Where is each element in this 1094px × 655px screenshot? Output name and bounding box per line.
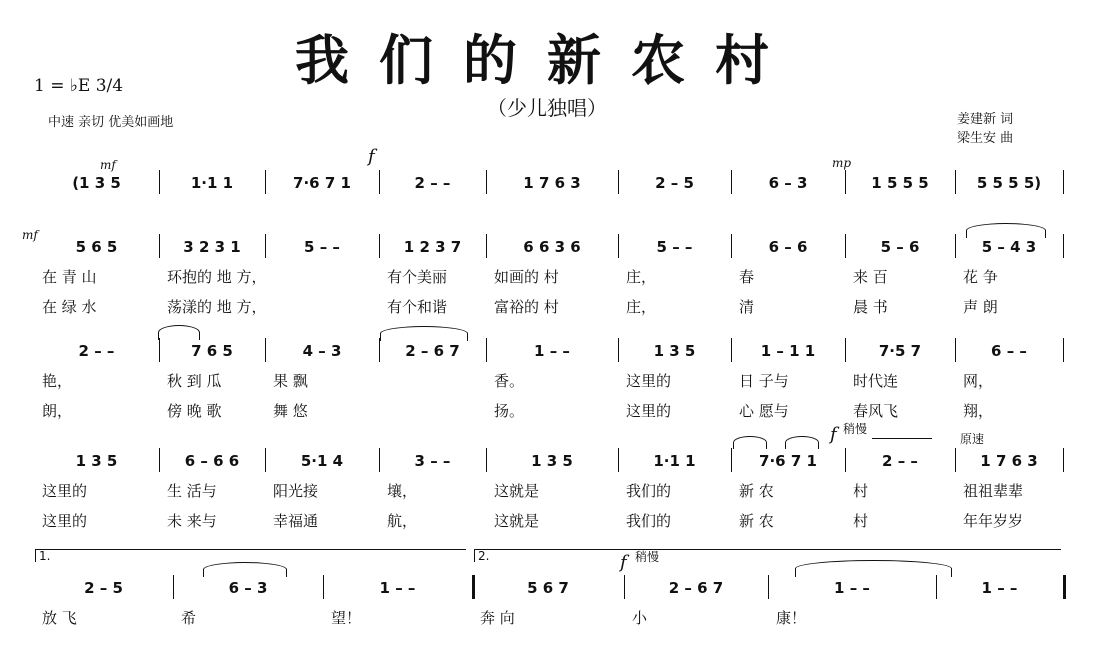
measure: 2 – 5 <box>84 579 123 597</box>
lyric-text: 如画的 村 <box>494 268 559 286</box>
lyric-text: 这里的 <box>626 402 672 420</box>
barline <box>265 338 266 362</box>
lyric-text: 荡漾的 地 方， <box>167 298 267 316</box>
barline <box>768 575 769 599</box>
lyric-text: 庄， <box>626 268 657 286</box>
barline <box>1063 338 1064 362</box>
barline <box>955 338 956 362</box>
measure: 1·1 1 <box>190 174 234 192</box>
decrescendo-line <box>872 438 932 439</box>
barline <box>379 448 380 472</box>
measure: 6 6 3 6 <box>523 238 581 256</box>
measure: 6 – – <box>991 342 1027 360</box>
lyric-text: 我们的 <box>626 482 672 500</box>
notation-row <box>20 172 1074 194</box>
measure: 1·1 1 <box>653 452 696 470</box>
song-title: 我们的新农村 <box>295 28 799 92</box>
measure: 1 – – <box>379 579 416 597</box>
lyric-text: 新 农 <box>739 512 774 530</box>
measure: 1 – 1 1 <box>760 342 816 360</box>
measure: 2 – – <box>882 452 918 470</box>
lyric-text: 艳， <box>42 372 73 390</box>
lyric-text: 在 绿 水 <box>42 298 97 316</box>
lyric-text: 这里的 <box>626 372 672 390</box>
dynamic-f: f <box>830 424 837 445</box>
lyric-line <box>20 607 1074 627</box>
notation-row <box>20 577 1074 599</box>
measure: 1 3 5 <box>653 342 696 360</box>
lyric-text: 朗， <box>42 402 73 420</box>
barline <box>323 575 324 599</box>
lyric-text: 扬。 <box>494 402 525 420</box>
barline <box>731 170 732 194</box>
lyric-line <box>20 480 1074 500</box>
measure: 1 7 6 3 <box>523 174 581 192</box>
lyric-text: 村 <box>853 482 869 500</box>
lyric-text: 花 争 <box>963 268 998 286</box>
lyric-text: 年年岁岁 <box>963 512 1024 530</box>
measure: 1 2 3 7 <box>403 238 462 256</box>
barline <box>936 575 937 599</box>
barline <box>159 234 160 258</box>
tie-arc <box>795 560 952 577</box>
notation-row <box>20 340 1074 362</box>
lyric-text: 奔 向 <box>480 609 515 627</box>
lyric-text: 村 <box>853 512 869 530</box>
lyric-text: 春风飞 <box>853 402 899 420</box>
lyric-line <box>20 296 1074 316</box>
measure: 2 – – <box>78 342 115 360</box>
barline <box>618 448 619 472</box>
measure: 1 – – <box>534 342 570 360</box>
measure: 1 – – <box>834 579 870 597</box>
measure: 6 – 3 <box>228 579 268 597</box>
barline <box>1063 234 1064 258</box>
measure: 2 – 6 7 <box>405 342 460 360</box>
lyric-text: 我们的 <box>626 512 672 530</box>
measure: 5 – 6 <box>880 238 920 256</box>
lyric-line <box>20 370 1074 390</box>
lyric-text: 壤， <box>387 482 418 500</box>
lyric-text: 环抱的 地 方， <box>167 268 267 286</box>
measure: 7·6 7 1 <box>293 174 351 192</box>
dynamic-f: f <box>368 146 375 167</box>
barline <box>955 448 956 472</box>
barline <box>845 448 846 472</box>
barline <box>1063 170 1064 194</box>
measure: 1 – – <box>981 579 1018 597</box>
measure: 1 7 6 3 <box>980 452 1038 470</box>
slur-arc <box>733 436 767 449</box>
barline <box>173 575 174 599</box>
lyric-text: 来 百 <box>853 268 888 286</box>
barline <box>955 234 956 258</box>
notation-row <box>20 450 1074 472</box>
volta-label-2: 2. <box>478 549 490 563</box>
barline <box>618 338 619 362</box>
lyric-text: 放 飞 <box>42 609 77 627</box>
barline <box>379 338 380 362</box>
lyric-text: 清 <box>739 298 755 316</box>
barline <box>159 338 160 362</box>
measure: 7 6 5 <box>191 342 233 360</box>
barline <box>845 234 846 258</box>
lyric-text: 新 农 <box>739 482 774 500</box>
measure: 7·5 7 <box>878 342 922 360</box>
measure: 1 5 5 5 <box>871 174 929 192</box>
lyric-text: 香。 <box>494 372 525 390</box>
barline <box>731 338 732 362</box>
lyric-text: 生 活与 <box>167 482 217 500</box>
measure: 5 – 4 3 <box>981 238 1037 256</box>
lyric-text: 幸福通 <box>273 512 319 530</box>
key-signature: 1 = ♭E 3/4 <box>34 76 124 96</box>
lyric-text: 傍 晚 歌 <box>167 402 222 420</box>
lyric-text: 舞 悠 <box>273 402 308 420</box>
dynamic-mp: mp <box>832 156 852 170</box>
lyric-text: 希 <box>181 609 197 627</box>
measure: 4 – 3 <box>302 342 342 360</box>
slur-arc <box>785 436 819 449</box>
measure: 5 6 7 <box>527 579 569 597</box>
barline <box>265 170 266 194</box>
barline <box>486 448 487 472</box>
lyric-text: 有个和谐 <box>387 298 448 316</box>
notation-row <box>20 236 1074 258</box>
barline <box>1063 575 1066 599</box>
barline <box>159 448 160 472</box>
tempo-original: 原速 <box>960 432 985 446</box>
lyric-text: 有个美丽 <box>387 268 448 286</box>
volta-label-1: 1. <box>39 549 51 563</box>
lyric-text: 这里的 <box>42 512 88 530</box>
dynamic-mf: mf <box>100 158 116 172</box>
barline <box>265 234 266 258</box>
barline <box>159 170 160 194</box>
barline <box>265 448 266 472</box>
lyric-text: 航， <box>387 512 418 530</box>
tempo-slightly-slow: 稍慢 <box>843 422 868 436</box>
lyric-line <box>20 400 1074 420</box>
lyric-text: 网， <box>963 372 994 390</box>
barline <box>731 448 732 472</box>
lyric-text: 望！ <box>331 609 362 627</box>
dynamic-f: f <box>620 552 627 573</box>
lyric-text: 心 愿与 <box>739 402 789 420</box>
barline <box>618 234 619 258</box>
barline <box>486 234 487 258</box>
lyric-text: 日 子与 <box>739 372 789 390</box>
barline <box>486 170 487 194</box>
measure: 6 – 6 <box>768 238 808 256</box>
lyric-text: 果 飘 <box>273 372 308 390</box>
measure: 1 3 5 <box>75 452 118 470</box>
barline <box>379 170 380 194</box>
lyric-text: 康！ <box>776 609 807 627</box>
measure: 5 6 5 <box>75 238 118 256</box>
lyric-line <box>20 266 1074 286</box>
song-subtitle: （少儿独唱） <box>487 96 607 120</box>
lyric-text: 未 来与 <box>167 512 217 530</box>
lyric-text: 这就是 <box>494 512 540 530</box>
lyric-text: 时代连 <box>853 372 899 390</box>
measure: 5·1 4 <box>300 452 344 470</box>
tempo-marking: 中速 亲切 优美如画地 <box>48 115 174 130</box>
barline <box>845 170 846 194</box>
lyric-text: 这里的 <box>42 482 88 500</box>
lyric-text: 秋 到 瓜 <box>167 372 222 390</box>
lyric-text: 在 青 山 <box>42 268 97 286</box>
volta-bracket-1 <box>35 549 466 562</box>
lyric-line <box>20 510 1074 530</box>
measure: 1 3 5 <box>531 452 573 470</box>
lyric-text: 小 <box>632 609 648 627</box>
lyric-text: 晨 书 <box>853 298 888 316</box>
measure: 7·6 7 1 <box>759 452 817 470</box>
composer: 梁生安 曲 <box>957 131 1014 146</box>
lyric-text: 这就是 <box>494 482 540 500</box>
measure: 2 – – <box>414 174 451 192</box>
tempo-slightly-slow: 稍慢 <box>635 550 660 564</box>
barline <box>472 575 475 599</box>
measure: 3 – – <box>414 452 451 470</box>
lyric-text: 庄， <box>626 298 657 316</box>
measure: (1 3 5 <box>72 174 121 192</box>
measure: 5 5 5 5) <box>976 174 1042 192</box>
tie-arc <box>380 326 468 341</box>
lyric-text: 春 <box>739 268 755 286</box>
barline <box>731 234 732 258</box>
tie-arc <box>203 562 287 577</box>
lyric-text: 祖祖辈辈 <box>963 482 1024 500</box>
barline <box>379 234 380 258</box>
lyric-text: 富裕的 村 <box>494 298 559 316</box>
measure: 2 – 5 <box>655 174 694 192</box>
barline <box>618 170 619 194</box>
dynamic-mf: mf <box>22 228 38 242</box>
measure: 2 – 6 7 <box>668 579 724 597</box>
measure: 6 – 3 <box>768 174 808 192</box>
lyric-text: 声 朗 <box>963 298 998 316</box>
measure: 6 – 6 6 <box>184 452 240 470</box>
lyric-text: 翔， <box>963 402 994 420</box>
measure: 5 – – <box>304 238 340 256</box>
measure: 3 2 3 1 <box>183 238 241 256</box>
measure: 5 – – <box>656 238 693 256</box>
barline <box>1063 448 1064 472</box>
volta-bracket-2 <box>474 549 1061 562</box>
lyric-text: 阳光接 <box>273 482 319 500</box>
barline <box>486 338 487 362</box>
barline <box>624 575 625 599</box>
barline <box>845 338 846 362</box>
lyricist: 姜建新 词 <box>957 112 1014 127</box>
barline <box>955 170 956 194</box>
slur-arc <box>158 325 200 340</box>
